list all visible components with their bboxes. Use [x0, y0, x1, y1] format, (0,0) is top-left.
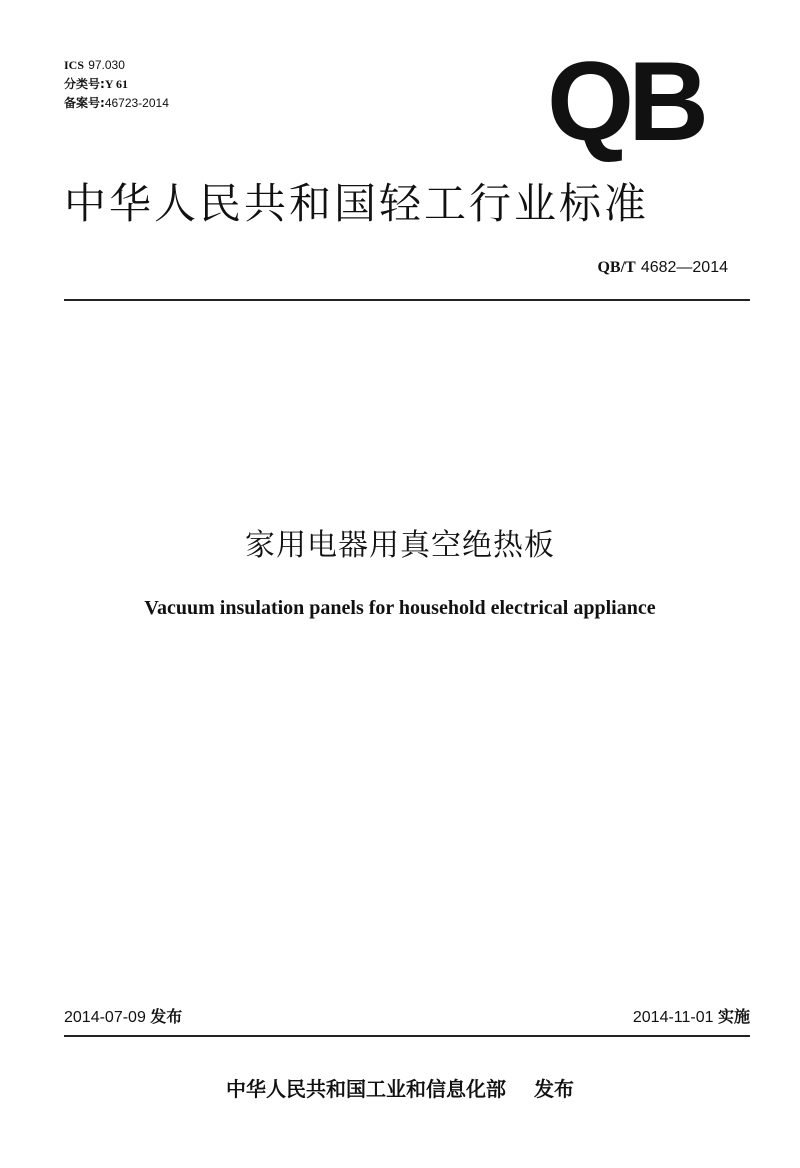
filing-label: 备案号: [64, 96, 105, 110]
implementation-date [633, 1006, 750, 1029]
standard-number: 4682—2014 [640, 259, 728, 276]
publisher [0, 1074, 800, 1104]
ics-label: ICS [64, 58, 85, 72]
classification-value: Y 61 [104, 77, 129, 91]
classification-block [64, 56, 169, 113]
classification-label: 分类号: [64, 77, 105, 91]
issue-date-value: 2014-07-09 [64, 1009, 146, 1026]
publisher-name: 中华人民共和国工业和信息化部 [226, 1077, 506, 1101]
ics-value: 97.030 [88, 58, 125, 72]
implementation-date-label: 实施 [717, 1007, 750, 1026]
classification-row [64, 75, 169, 94]
standard-code [597, 256, 728, 279]
issue-date-label: 发布 [150, 1007, 183, 1026]
implementation-date-value: 2014-11-01 [632, 1009, 714, 1026]
org-title: 中华人民共和国轻工行业标准 [64, 179, 650, 228]
document-title-chinese: 家用电器用真空绝热板 [245, 528, 555, 563]
ics-row [64, 56, 169, 75]
filing-value: 46723-2014 [104, 96, 169, 110]
qb-logo: QB [547, 39, 703, 164]
standard-prefix: QB/T [597, 259, 636, 276]
filing-row [64, 94, 169, 113]
document-title-english: Vacuum insulation panels for household electrical appliance [144, 597, 656, 619]
publisher-action: 发布 [534, 1077, 574, 1101]
bottom-divider [64, 1035, 750, 1037]
issue-date [64, 1006, 182, 1029]
top-divider [64, 299, 750, 301]
